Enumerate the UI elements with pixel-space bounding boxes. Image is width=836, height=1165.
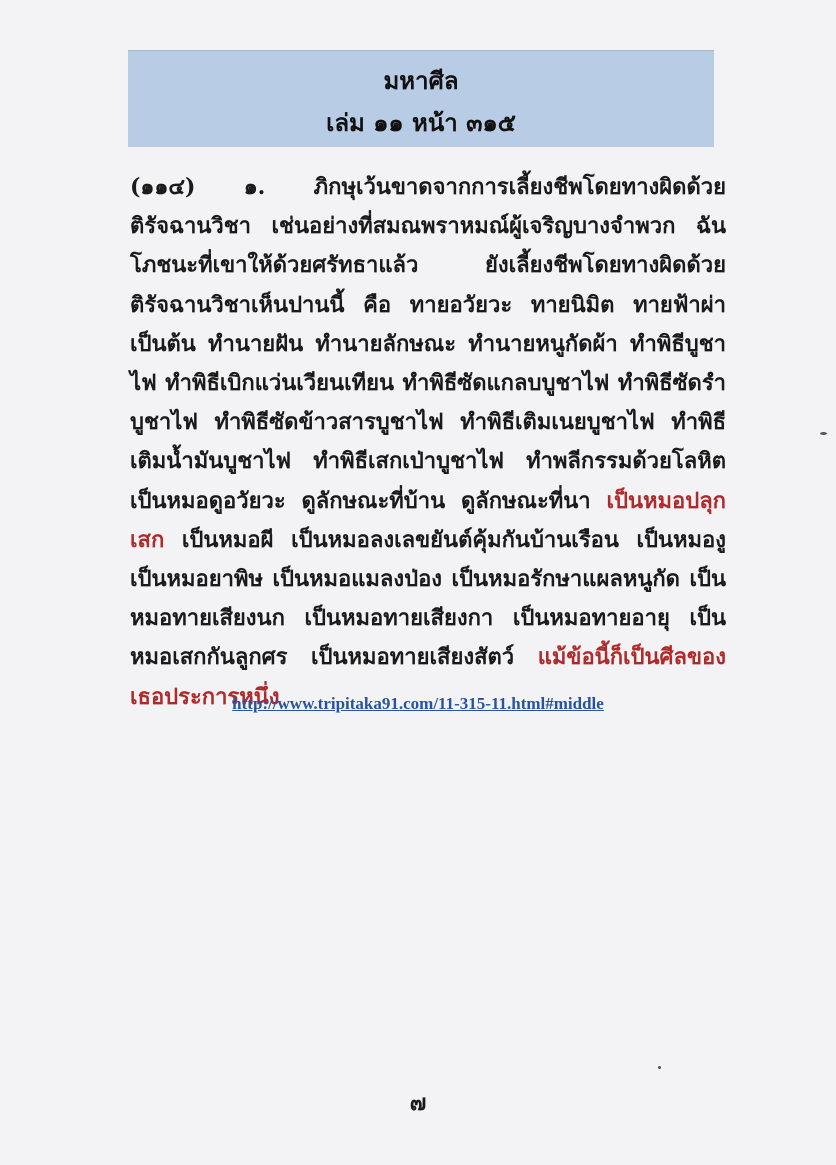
scan-speck [820, 432, 827, 435]
page-subtitle: เล่ม ๑๑ หน้า ๓๑๕ [326, 108, 516, 137]
page-title: มหาศีล [383, 66, 459, 95]
header-box [128, 50, 714, 147]
source-link[interactable]: http://www.tripitaka91.com/11-315-11.html#middle [232, 694, 604, 713]
body-text-part-1: (๑๑๔) ๑. ภิกษุเว้นขาดจากการเลี้ยงชีพโดยทางผิดด้วยติรัจฉานวิชา เช่นอย่างที่สมณพราหมณ์ผู้เจริญบางจำพวก ฉันโภชนะที่เขาให้ด้วยศรัทธาแล้ว ยังเลี้ยงชีพโดยทางผิดด้วยติรัจฉานวิชาเห็นปานนี้ คือ ทายอวัยวะ ทายนิมิต ทายฟ้าผ่าเป็นต้น ทำนายฝัน ทำนายลักษณะ ทำนายหนูกัดผ้า ทำพิธีบูชาไฟ ทำพิธีเบิกแว่นเวียนเทียน ทำพิธีซัดแกลบบูชาไฟ ทำพิธีซัดรำบูชาไฟ ทำพิธีซัดข้าวสารบูชาไฟ ทำพิธีเติมเนยบูชาไฟ ทำพิธีเติมน้ำมันบูชาไฟ ทำพิธีเสกเป่าบูชาไฟ ทำพลีกรรมด้วยโลหิต เป็นหมอดูอวัยวะ ดูลักษณะที่บ้าน ดูลักษณะที่นา [130, 174, 726, 514]
highlighted-phrase-1: เป็นหมอปลุกเสก [130, 487, 726, 553]
scan-speck [658, 1066, 661, 1069]
page-number: ๗ [409, 1090, 427, 1116]
body-paragraph [130, 168, 726, 717]
body-text-part-2: เป็นหมอผี เป็นหมอลงเลขยันต์คุ้มกันบ้านเรือน เป็นหมองู เป็นหมอยาพิษ เป็นหมอแมลงป่อง เป็นหมอรักษาแผลหนูกัด เป็นหมอทายเสียงนก เป็นหมอทายเสียงกา เป็นหมอทายอายุ เป็นหมอเสกกันลูกศร เป็นหมอทายเสียงสัตว์ [130, 526, 726, 671]
highlighted-phrase-2: แม้ข้อนี้ก็เป็นศีลของเธอประการหนึ่ง [130, 644, 726, 710]
